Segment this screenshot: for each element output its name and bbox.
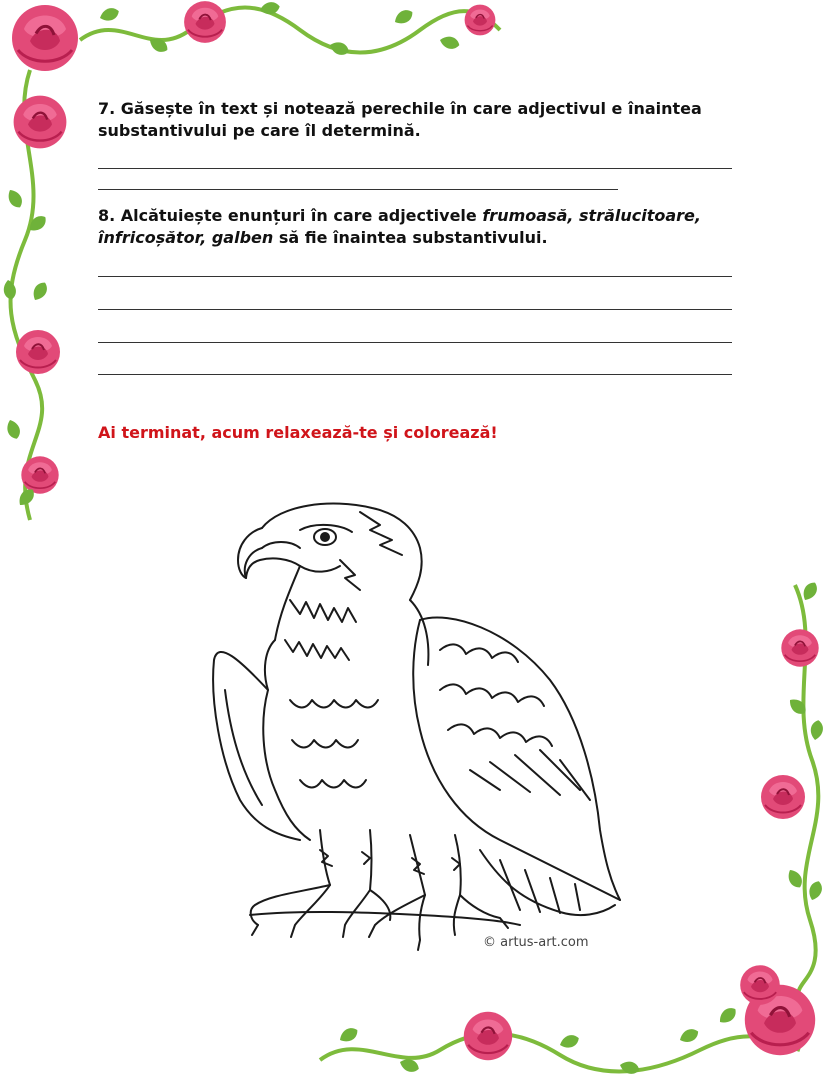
question-8-adjectives-1: frumoasă, strălucitoare, bbox=[482, 206, 701, 225]
question-8-prefix: 8. Alcătuiește enunțuri în care adjectivele bbox=[98, 206, 483, 225]
question-7-line-2: substantivului pe care îl determină. bbox=[98, 121, 421, 140]
question-8-adjectives-2: înfricoșător, galben bbox=[98, 228, 274, 247]
image-credit: © artus-art.com bbox=[483, 935, 589, 950]
finish-message: Ai terminat, acum relaxează-te și colorează! bbox=[98, 423, 498, 442]
question-7-line-1: 7. Găsește în text și notează perechile în care adjectivul e înaintea bbox=[98, 99, 702, 118]
question-8-suffix: să fie înaintea substantivului. bbox=[273, 228, 548, 247]
